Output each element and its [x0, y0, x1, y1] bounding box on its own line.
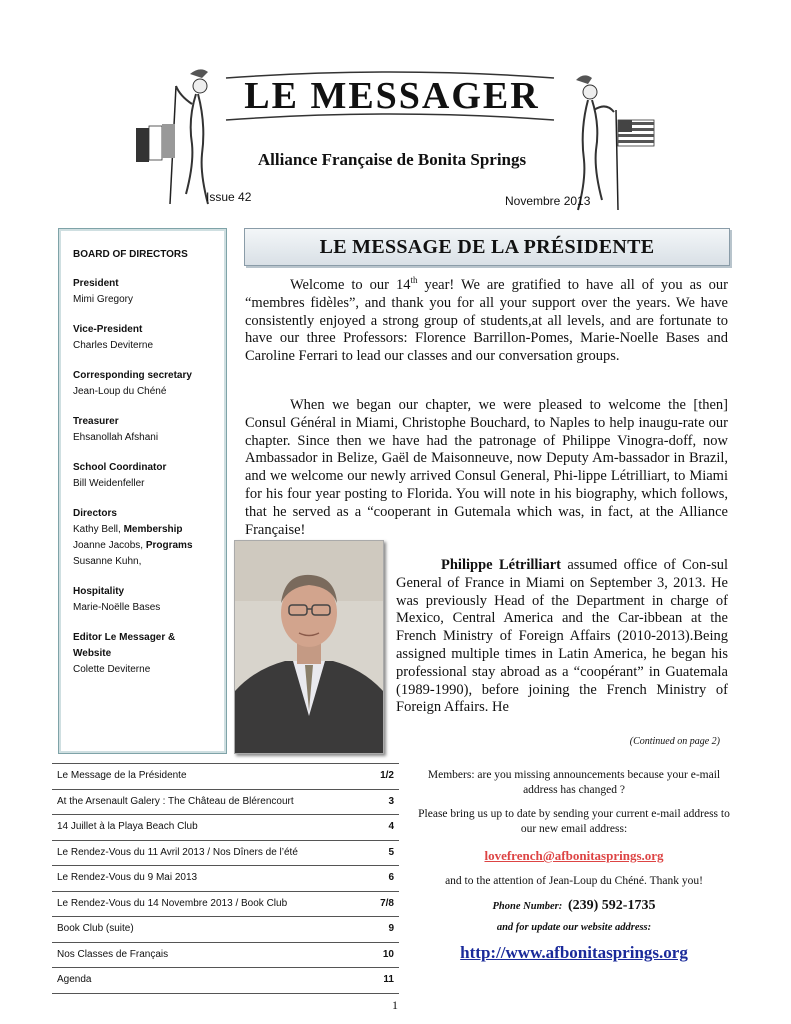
- board-role-directors: Directors: [73, 508, 117, 519]
- portrait-person-icon: [235, 541, 383, 753]
- consul-portrait-photo: [234, 540, 384, 754]
- board-role-treasurer: Treasurer: [73, 416, 119, 427]
- phone-label: Phone Number:: [492, 901, 563, 912]
- page-number: 1: [392, 998, 398, 1012]
- notice-line-3: and to the attention of Jean-Loup du Chéné. Thank you!: [445, 875, 703, 887]
- toc-row[interactable]: 14 Juillet à la Playa Beach Club 4: [52, 815, 399, 841]
- article-paragraph-3: Philippe Létrilliart assumed office of Con-sul General of France in Miami on September 3, 2013. He was previously Head of the Department in charge of Mexico, Central America and the Car-ibbean at the French Ministry of Foreign Affairs (2010-2013).Being assigned multiple times in Latin America, he began his professional stay abroad as a “coopérant” in Guatemala (1989-1990), before joining the French Ministry of Foreign Affairs. He: [396, 557, 728, 716]
- contact-email-link[interactable]: lovefrench@afbonitasprings.org: [484, 848, 664, 863]
- board-director-1: Kathy Bell, Membership: [73, 524, 183, 535]
- board-name-president: Mimi Gregory: [73, 294, 134, 305]
- newsletter-title: LE MESSAGER: [244, 75, 540, 117]
- article-paragraph-2: When we began our chapter, we were pleased to welcome the [then] Consul Général in Miami, Christophe Bouchard, to Naples to help inaugu-rate our chapter. Since then we have had the patronage of Philippe Vinogra-doff, now Ambassador in Belize, Gaël de Maisonneuve, now Deputy Am-bassador in Brazil, and we welcome our newly arrived Consul General, Phi-lippe Létrilliart, to Miami for his four year posting to Florida. You will note in his biography, which follows, that he served as a “cooperant in Gutemala which was, in fact, at the Alliance Française!: [245, 397, 728, 538]
- board-name-corresponding: Jean-Loup du Chéné: [73, 386, 167, 397]
- continued-note: (Continued on page 2): [629, 736, 720, 747]
- board-role-president: President: [73, 278, 119, 289]
- notice-line-1: Members: are you missing announcements because your e-mail address has changed ?: [427, 769, 721, 796]
- board-role-corresponding: Corresponding secretary: [73, 370, 192, 381]
- toc-row[interactable]: Le Message de la Présidente 1/2: [52, 763, 399, 790]
- board-title: BOARD OF DIRECTORS: [73, 249, 188, 260]
- board-name-hospitality: Marie-Noëlle Bases: [73, 602, 161, 613]
- board-name-vp: Charles Deviterne: [73, 340, 154, 351]
- website-label: and for update our website address:: [496, 922, 652, 933]
- board-role-school: School Coordinator: [73, 462, 167, 473]
- newsletter-subtitle: Alliance Française de Bonita Springs: [257, 150, 527, 169]
- board-director-3: Susanne Kuhn,: [73, 556, 142, 567]
- article-paragraph-1: Welcome to our 14th year! We are gratified to have all of you as our “membres fidèles”, and thank you for all your support over the years. We have consistently enjoyed a strong group of students,at all levels, and are fortunate to have our three Professors: Florence Barrillon-Pomes, Marie-Noelle Bases and Caroline Ferrari to lead our classes and our conversation groups.: [245, 275, 729, 365]
- toc-row[interactable]: Nos Classes de Français 10: [52, 943, 399, 969]
- board-role-editor: Editor Le Messager & Website: [73, 632, 176, 659]
- board-director-2: Joanne Jacobs, Programs: [73, 540, 193, 551]
- toc-row[interactable]: Agenda 11: [52, 968, 399, 994]
- masthead: [0, 60, 791, 220]
- board-name-treasurer: Ehsanollah Afshani: [73, 432, 159, 443]
- toc-row[interactable]: Book Club (suite) 9: [52, 917, 399, 943]
- board-name-school: Bill Weidenfeller: [73, 478, 145, 489]
- board-role-hospitality: Hospitality: [73, 586, 125, 597]
- members-notice: [410, 768, 738, 963]
- board-role-vp: Vice-President: [73, 324, 143, 335]
- issue-number: Issue 42: [206, 190, 252, 204]
- article-headline: LE MESSAGE DE LA PRÉSIDENTE: [319, 236, 655, 258]
- issue-date: Novembre 2013: [505, 194, 591, 208]
- board-name-editor: Colette Deviterne: [73, 664, 151, 675]
- toc-row[interactable]: Le Rendez-Vous du 9 Mai 2013 6: [52, 866, 399, 892]
- article-headline-box: [244, 228, 730, 266]
- website-link[interactable]: http://www.afbonitasprings.org: [460, 943, 688, 962]
- toc-row[interactable]: Le Rendez-Vous du 11 Avril 2013 / Nos Dîners de l’été 5: [52, 841, 399, 867]
- board-sidebar: [58, 228, 227, 754]
- notice-line-2: Please bring us up to date by sending your current e-mail address to our new email address:: [418, 808, 730, 835]
- toc-row[interactable]: Le Rendez-Vous du 14 Novembre 2013 / Book Club 7/8: [52, 892, 399, 918]
- table-of-contents: [52, 763, 399, 994]
- phone-number: (239) 592-1735: [567, 898, 656, 913]
- toc-row[interactable]: At the Arsenault Galery : The Château de Blérencourt 3: [52, 790, 399, 816]
